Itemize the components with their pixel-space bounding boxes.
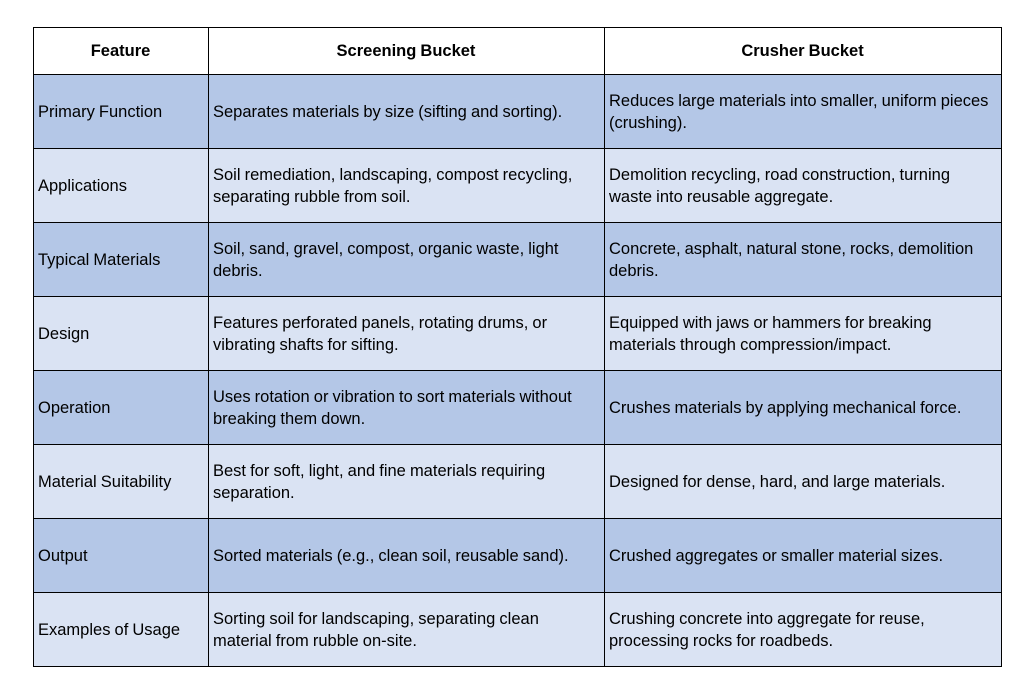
feature-cell: Operation xyxy=(34,371,209,445)
table-row xyxy=(34,297,1002,371)
screening-cell: Uses rotation or vibration to sort materials without breaking them down. xyxy=(209,371,605,445)
crusher-cell: Crushing concrete into aggregate for reuse, processing rocks for roadbeds. xyxy=(605,593,1002,667)
screening-cell: Soil, sand, gravel, compost, organic waste, light debris. xyxy=(209,223,605,297)
table-row xyxy=(34,371,1002,445)
table-row xyxy=(34,223,1002,297)
feature-cell: Output xyxy=(34,519,209,593)
crusher-cell: Crushed aggregates or smaller material sizes. xyxy=(605,519,1002,593)
crusher-cell: Equipped with jaws or hammers for breaking materials through compression/impact. xyxy=(605,297,1002,371)
crusher-cell: Reduces large materials into smaller, uniform pieces (crushing). xyxy=(605,75,1002,149)
crusher-cell: Crushes materials by applying mechanical force. xyxy=(605,371,1002,445)
feature-cell: Typical Materials xyxy=(34,223,209,297)
table-row xyxy=(34,445,1002,519)
crusher-cell: Concrete, asphalt, natural stone, rocks, demolition debris. xyxy=(605,223,1002,297)
feature-cell: Design xyxy=(34,297,209,371)
screening-cell: Separates materials by size (sifting and sorting). xyxy=(209,75,605,149)
table-row xyxy=(34,519,1002,593)
header-screening-bucket: Screening Bucket xyxy=(209,28,605,75)
screening-cell: Soil remediation, landscaping, compost recycling, separating rubble from soil. xyxy=(209,149,605,223)
screening-cell: Best for soft, light, and fine materials requiring separation. xyxy=(209,445,605,519)
feature-cell: Material Suitability xyxy=(34,445,209,519)
table-row xyxy=(34,593,1002,667)
screening-cell: Sorting soil for landscaping, separating clean material from rubble on-site. xyxy=(209,593,605,667)
crusher-cell: Demolition recycling, road construction, turning waste into reusable aggregate. xyxy=(605,149,1002,223)
screening-cell: Sorted materials (e.g., clean soil, reusable sand). xyxy=(209,519,605,593)
feature-cell: Examples of Usage xyxy=(34,593,209,667)
header-row xyxy=(34,28,1002,75)
feature-cell: Primary Function xyxy=(34,75,209,149)
screening-cell: Features perforated panels, rotating drums, or vibrating shafts for sifting. xyxy=(209,297,605,371)
header-crusher-bucket: Crusher Bucket xyxy=(605,28,1002,75)
crusher-cell: Designed for dense, hard, and large materials. xyxy=(605,445,1002,519)
table-row xyxy=(34,149,1002,223)
comparison-table xyxy=(33,27,1002,667)
header-feature: Feature xyxy=(34,28,209,75)
feature-cell: Applications xyxy=(34,149,209,223)
table-row xyxy=(34,75,1002,149)
